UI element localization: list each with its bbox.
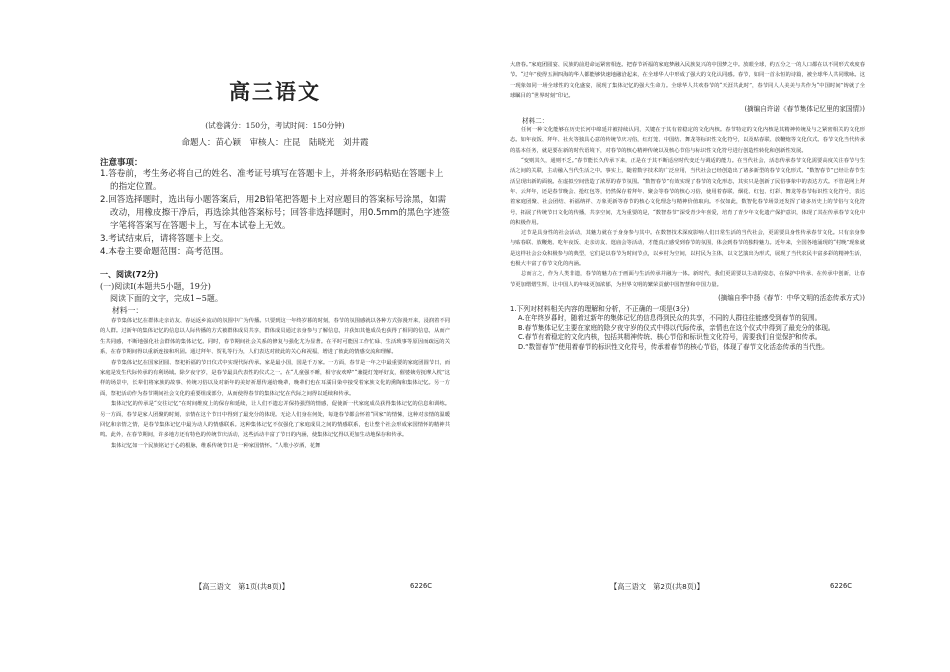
reading-instruction: 阅读下面的文字，完成1~5题。 xyxy=(110,294,223,303)
notice-item: 1.答卷前，考生务必将自己的姓名、准考证号填写在答题卡上，并将条形码粘贴在答题卡上的指定位置。 xyxy=(100,169,444,192)
question-stem: 1.下列对材料相关内容的理解和分析，不正确的一项是(3分) xyxy=(510,304,690,313)
answer-option-a: A.在年终岁暮时，随着过新年的集体记忆的信息得到民众的共享，不同的人群往往能感受到春节的氛围。 xyxy=(518,314,822,323)
notice-item: 4.本卷主要命题范围：高考范围。 xyxy=(100,247,229,257)
page-code: 6226C xyxy=(830,582,853,590)
body-paragraph: 春节集体记忆在国家团圆、祭祀祈福的节日仪式中实现代际传承。家是最小国，国是千万家。一方面，春节是一年之中最重要的家庭团圆节日，而家庭是发生代际传承的有利场域。除夕夜守岁，是春节最具代表性的仪式之一。在“儿童强不睡，相守夜欢哗”“兼提灯笼呼好友，催婆姨劳抚摩入枕”这样的场景中，长辈们将家族的故事、传统习俗以及对新年的美好祈愿传递给晚辈，晚辈们也在耳濡目染中接受着家族文化的熏陶和集体记忆。另一方面，祭祀活动作为春节期间社会文化的重要组成部分，从而使得春节的集体记忆在代际之间得以延续和传承。 xyxy=(100,359,450,397)
left-footer xyxy=(195,582,450,592)
right-page xyxy=(510,0,865,672)
exam-score-time: (试卷满分：150分，考试时间：150分钟) xyxy=(205,121,345,130)
notice-item: 3.考试结束后，请将答题卡上交。 xyxy=(100,234,229,244)
body-paragraph: 集体记忆如一个民族铭记于心的根脉，维系传统节日是一种家国情怀。“人歌小岁酒，花舞 xyxy=(111,442,321,449)
subsection-heading: (一)阅读Ⅰ(本题共5小题，19分) xyxy=(100,282,211,291)
right-footer xyxy=(610,582,865,592)
page-footer-text: 【高三语文 第2页(共8页)】 xyxy=(610,582,704,591)
body-paragraph: 过节是具身性的社会活动，其魅力就在于身身参与其中。在数智技术深度影响人们日常生活的当代社会，更需要具身性传承春节文化。只有亲身参与贴春联、放鞭炮、吃年夜饭、走亲访友、逛庙会等活动，才能真正感受到春节的氛围，体会到春节的独特魅力。近年来，全国各地涌现的“村晚”现象就是这样社会公众积极参与的典型，它们是以春节为时间节点，以乡村为空间，以村民为主体，以文艺演出为形式，展现了当代农民丰富多彩的精神生活，也极大丰富了春节文化的内涵。 xyxy=(510,230,865,268)
notice-item: 2.回答选择题时，选出每小题答案后，用2B铅笔把答题卡上对应题目的答案标号涂黑，如需改动，用橡皮擦干净后，再选涂其他答案标号；回答非选择题时，用0.5mm的黑色字迹签字笔将答案写在答题卡上，写在本试卷上无效。 xyxy=(100,195,450,231)
answer-option-d: D.“数智春节”使用着春节的标识性文化符号，传承着春节的核心节俗，体现了春节文化活态传承的当代性。 xyxy=(518,342,829,351)
material-label: 材料二： xyxy=(522,117,549,126)
material-label: 材料一： xyxy=(112,306,144,315)
body-paragraph: 集体记忆的传承是“交往记忆”在时间维度上的保存和延续，让人们不遗忘并保持强烈的情感，促使新一代家庭成员获得集体记忆的信息和训练。另一方面，春节是家人团聚的时刻，亲情在这个节日中得到了最充分的体现。无论人们身在何处，每逢春节都会怀着“回家”的情愫，这种对亲情的温暖回忆和亲情之情，是春节集体记忆中最为动人的情感联系。这种集体记忆不仅强化了家庭成员之间的情感联系，也让整个社会形成家国情怀的精神共鸣。此外，在春节期间，许多地方还有特色的传统节庆活动，这些活动丰富了节日的内涵，使集体记忆得以更加生动地保存和传承。 xyxy=(100,401,450,439)
body-paragraph: 总而言之，作为人类非遗，春节的魅力在于画面与生活传承并融为一体。新时代，我们更需要以主动的姿态，在保护中传承、在传承中创新，让春节更加熠熠生辉，让中国人的年味更加浓郁，为世界文明的繁荣贡献中国智慧和中国力量。 xyxy=(510,271,865,288)
page-footer-text: 【高三语文 第1页(共8页)】 xyxy=(195,582,289,591)
notice-title: 注意事项： xyxy=(100,158,143,168)
exam-title: 高三语文 xyxy=(229,80,321,104)
body-paragraph: 任何一种文化能够在历史长河中绵延并被持续认同，关键在于其有着稳定的文化内核。春节特定的文化内核是其精神传统及与之紧密相关的文化形态。如年夜饭、拜年、社火等独具心意的传统节庆习俗，红灯笼、中国结、舞龙等标识性文化符号，以及贴春联、放鞭炮等文化仪式。春节文化当代传承的基本任务，就是要在新的时代语境下，对春节的核心精神传统以及核心节俗与标识性文化符号进行创造性转化和创新性发展。 xyxy=(510,127,865,154)
body-paragraph: 春节集体记忆在群体走亲访友、春运返乡流动的氛围中广为传播。只要到这一年终岁暮的时刻，春节的氛围感就以各种方式弥漫开来，浸润着不同的人群。过新年的集体记忆的信息以人际传播的方式被群体成员共享，群体成员通过亲身参与了解信息，并获知其他成员也获得了相同的信息，从而产生共同感，不断地强化社会群体的集体记忆。同时，春节期间社会关系的修复与强化尤为显著。在平时可能因工作忙碌、生活琐事等原因而疏远的关系，在春节期间得以重新连接和巩固。通过拜年、贺礼等行为，人们表达对彼此的关心和祝福，增进了彼此的情感交流和理解。 xyxy=(100,318,450,356)
page-code: 6226C xyxy=(410,582,433,590)
continued-paragraph: 大唐春。”家庭团圆宴、民族的前进命运紧密相连。把春节祈福的家庭梦融入民族复兴的中国梦之中。放眼全球，约五分之一的人口都在以不同形式欢度春节。“过年”使得五洲四海的华人都能够快速地融洽起来，在全球华人中形成了强大的文化认同感。春节，如同一首永恒的诗篇，被全球华人共同歌咏。这一现象如同一场全球性的文化盛宴，展现了集体记忆的强大生命力。全球华人共欢春节的“天涯共此时”，春节同人人美美与共作为“中国时间”铸就了全球瞩目的“世界时刻”印记。 xyxy=(510,62,865,99)
section-heading: 一、阅读(72分) xyxy=(100,270,159,279)
notice-list xyxy=(100,168,450,259)
answer-option-b: B.春节集体记忆主要在家庭的除夕夜守岁的仪式中得以代际传承，亲情也在这个仪式中得到了最充分的体现。 xyxy=(518,323,835,332)
source-citation: (摘编自许诺《春节集体记忆里的家国情》) xyxy=(744,105,865,114)
answer-option-c: C.春节有着稳定的文化内核，包括其精神传统、核心节俗和标识性文化符号，需要我们自觉保护和传承。 xyxy=(518,333,822,342)
source-citation: (摘编自季中扬《春节：中华文明的活态传承方式》) xyxy=(718,293,865,302)
body-paragraph: “变则其久，通则不乏。”春节能长久传承下来，正是在于其不断适应时代变迁与调适的能力。在当代社会，活态传承春节文化需要高度关注春节与生活之间的关联，主动融入当代生活之中。事实上，随着数字技术的广泛应用，当代社会已经创造出了诸多新型的春节文化形式。“数智春节”已经让春节生活呈现出新的面貌。在虚拟空间营造了浓厚的春节氛围。“数智春节”有效实现了春节的文化形态，其实只是创新了民俗事象中的表达方式。不管是网上拜年、云拜年，还是春节晚会、抢红包等，仍然保存着拜年、聚会等春节的核心习俗，使用着春联、烟花、红包、灯彩、舞龙等春节标识性文化符号，表达着家庭团聚、社会团结、祈福纳祥、万象更新等春节的核心文化理念与精神价值取向。不仅如此，数智化春节场景还发挥了诸多历史上的节俗与文化符号，拓展了传统节日文化的传播，共享空间，尤为重要的是，“数智春节”深受青少年喜爱，培育了青少年文化遗产保护意识，体现了其在传承春节文化中的积极作用。 xyxy=(510,158,865,226)
left-page xyxy=(100,0,450,672)
exam-authors: 命题人：苗心颖 审核人：庄昆 陆晓光 刘井霞 xyxy=(181,138,369,148)
